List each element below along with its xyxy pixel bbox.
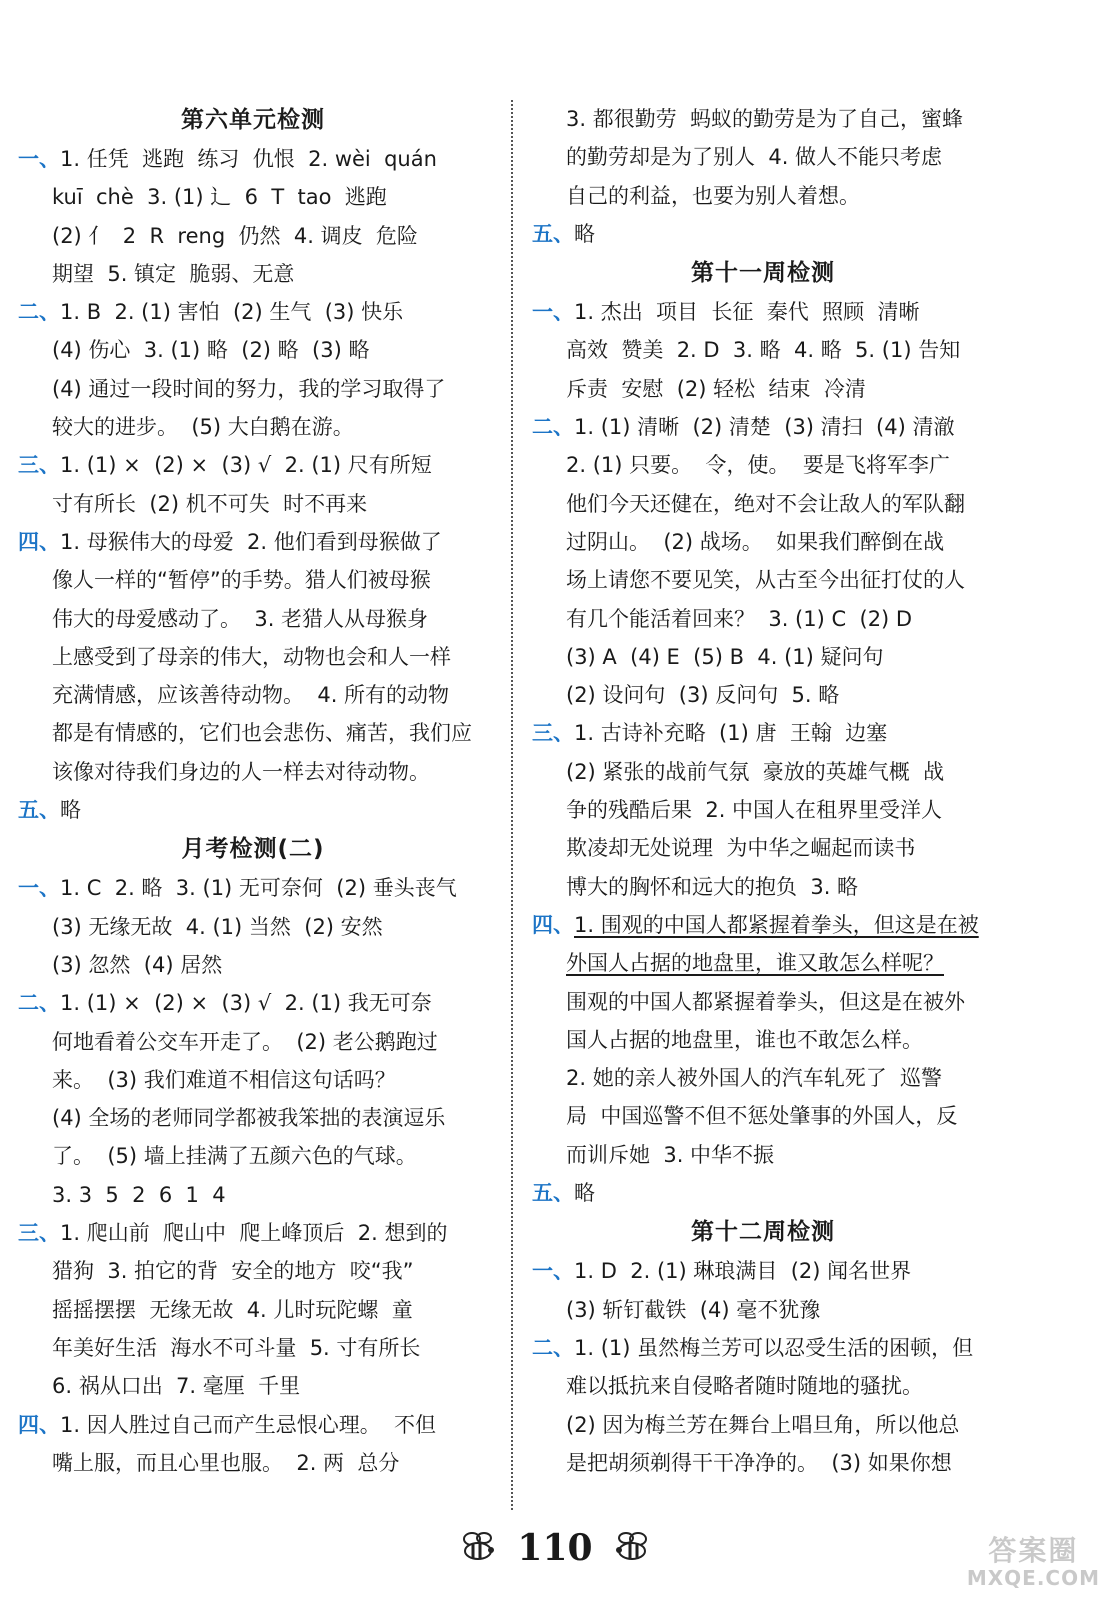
answer-text: 1. (1) × (2) × (3) √ 2. (1) 尺有所短 <box>60 453 432 478</box>
answer-line <box>18 638 488 676</box>
week11-answers <box>532 293 994 1212</box>
answer-text: 该像对待我们身边的人一样去对待动物。 <box>52 759 430 784</box>
answer-line <box>18 217 488 255</box>
answer-line <box>18 600 488 638</box>
answer-line <box>532 138 994 176</box>
answer-text: 局 中国巡警不但不惩处肇事的外国人，反 <box>566 1104 958 1129</box>
answer-text: 1. 母猴伟大的母爱 2. 他们看到母猴做了 <box>60 529 442 554</box>
answer-text: (4) 全场的老师同学都被我笨拙的表演逗乐 <box>52 1106 446 1131</box>
answer-text: 3. 3 5 2 6 1 4 <box>52 1182 226 1207</box>
answer-line <box>532 523 994 561</box>
answer-line <box>18 676 488 714</box>
answer-line <box>532 1406 994 1444</box>
answer-line <box>18 523 488 561</box>
answer-text: 较大的进步。 (5) 大白鹅在游。 <box>52 415 354 440</box>
answer-line <box>532 446 994 484</box>
answer-text: 过阴山。 (2) 战场。 如果我们醉倒在战 <box>566 529 945 554</box>
question-marker: 五、 <box>532 1181 574 1206</box>
answer-line <box>532 868 994 906</box>
answer-text: 了。 (5) 墙上挂满了五颜六色的气球。 <box>52 1144 417 1169</box>
answer-text: 摇摇摆摆 无缘无故 4. 儿时玩陀螺 童 <box>52 1297 413 1322</box>
section-title-week12: 第十二周检测 <box>691 1219 835 1246</box>
answer-text: 1. D 2. (1) 琳琅满目 (2) 闻名世界 <box>574 1259 912 1284</box>
answer-line <box>532 906 994 944</box>
answer-text: (2) 亻 2 R reng 仍然 4. 调皮 危险 <box>52 223 418 248</box>
answer-line <box>532 791 994 829</box>
answer-text: 自己的利益，也要为别人着想。 <box>566 183 860 208</box>
left-column <box>18 100 488 1482</box>
answer-text: 充满情感，应该善待动物。 4. 所有的动物 <box>52 683 450 708</box>
question-marker: 四、 <box>532 912 574 937</box>
answer-line <box>18 140 488 178</box>
answer-text: 2. (1) 只要。 令，使。 要是飞将军李广 <box>566 453 950 478</box>
week12-answers <box>532 1252 994 1482</box>
answer-text: 是把胡须剃得干干净净的。 (3) 如果你想 <box>566 1450 952 1475</box>
answer-line <box>18 1176 488 1214</box>
answer-line <box>532 944 994 982</box>
answer-line <box>532 177 994 215</box>
question-marker: 五、 <box>18 798 60 823</box>
question-marker: 二、 <box>18 991 60 1016</box>
answer-text: 伟大的母爱感动了。 3. 老猎人从母猴身 <box>52 606 429 631</box>
answer-text: 1. C 2. 略 3. (1) 无可奈何 (2) 垂头丧气 <box>60 876 457 901</box>
answer-text: 6. 祸从口出 7. 毫厘 千里 <box>52 1374 301 1399</box>
answer-text: 1. 杰出 项目 长征 秦代 照顾 清晰 <box>574 300 920 325</box>
answer-text: 博大的胸怀和远大的抱负 3. 略 <box>566 874 859 899</box>
answer-line <box>532 408 994 446</box>
question-marker: 二、 <box>532 415 574 440</box>
answer-text: 1. (1) × (2) × (3) √ 2. (1) 我无可奈 <box>60 991 432 1016</box>
answer-line <box>18 1444 488 1482</box>
answer-line <box>532 1329 994 1367</box>
answer-text: 来。 (3) 我们难道不相信这句话吗？ <box>52 1067 396 1092</box>
answer-text: 略 <box>574 1181 595 1206</box>
answer-text: 寸有所长 (2) 机不可失 时不再来 <box>52 491 368 516</box>
answer-text: 3. 都很勤劳 蚂蚁的勤劳是为了自己，蜜蜂 <box>566 107 964 131</box>
answer-line <box>532 370 994 408</box>
answer-text: 1. 古诗补充略 (1) 唐 王翰 边塞 <box>574 721 888 746</box>
answer-text: 2. 她的亲人被外国人的汽车轧死了 巡警 <box>566 1066 943 1091</box>
answer-line <box>532 100 994 138</box>
question-marker: 三、 <box>18 1221 60 1246</box>
answer-text: 欺凌却无处说理 为中华之崛起而读书 <box>566 836 916 861</box>
column-divider <box>511 100 513 1510</box>
answer-text: (4) 通过一段时间的努力，我的学习取得了 <box>52 376 446 401</box>
answer-line <box>18 714 488 752</box>
answer-line <box>18 1329 488 1367</box>
answer-text: (2) 紧张的战前气氛 豪放的英雄气概 战 <box>566 759 945 784</box>
answer-text: 何地看着公交车开走了。 (2) 老公鹅跑过 <box>52 1029 438 1054</box>
answer-text: 场上请您不要见笑，从古至今出征打仗的人 <box>566 568 965 593</box>
answer-line <box>532 714 994 752</box>
question-marker: 四、 <box>18 1412 60 1437</box>
monthly2-answers <box>18 869 488 1482</box>
answer-text: 围观的中国人都紧握着拳头，但这是在被外 <box>566 989 965 1014</box>
answer-line <box>532 1252 994 1290</box>
question-marker: 二、 <box>18 300 60 325</box>
answer-line <box>18 446 488 484</box>
answer-line <box>18 331 488 369</box>
answer-line <box>18 485 488 523</box>
answer-line <box>532 1174 994 1212</box>
section-title-monthly2: 月考检测(二) <box>181 836 325 863</box>
answer-text: 期望 5. 镇定 脆弱、无意 <box>52 261 295 286</box>
answer-text: 国人占据的地盘里，谁也不敢怎么样。 <box>566 1027 923 1052</box>
answer-text: 他们今天还健在，绝对不会让敌人的军队翻 <box>566 491 965 516</box>
answer-line <box>532 485 994 523</box>
answer-line <box>18 1406 488 1444</box>
unit6-answers <box>18 140 488 829</box>
answer-line <box>532 1291 994 1329</box>
answer-line <box>532 331 994 369</box>
answer-text: (3) 忽然 (4) 居然 <box>52 952 223 977</box>
underlined-answer-text: 1. 围观的中国人都紧握着拳头，但这是在被 <box>574 912 979 937</box>
answer-text: 1. 因人胜过自己而产生忌恨心理。 不但 <box>60 1412 437 1437</box>
bee-right-icon <box>612 1529 652 1567</box>
answer-text: 1. 爬山前 爬山中 爬上峰顶后 2. 想到的 <box>60 1221 448 1246</box>
answer-text: 有几个能活着回来？ 3. (1) C (2) D <box>566 606 913 631</box>
answer-text: 争的残酷后果 2. 中国人在租界里受洋人 <box>566 798 943 823</box>
answer-line <box>18 1214 488 1252</box>
answer-line <box>532 600 994 638</box>
answer-line <box>18 1023 488 1061</box>
answer-line <box>18 1367 488 1405</box>
question-marker: 三、 <box>18 453 60 478</box>
answer-text: 年美好生活 海水不可斗量 5. 寸有所长 <box>52 1335 421 1360</box>
answer-line <box>18 293 488 331</box>
section-title-unit6: 第六单元检测 <box>181 107 325 133</box>
answer-line <box>18 753 488 791</box>
watermark-text: 答案圈 <box>988 1534 1079 1567</box>
answer-line <box>18 791 488 829</box>
answer-text: (3) A (4) E (5) B 4. (1) 疑问句 <box>566 644 884 669</box>
answer-text: 1. B 2. (1) 害怕 (2) 生气 (3) 快乐 <box>60 300 404 325</box>
answer-text: 斥责 安慰 (2) 轻松 结束 冷清 <box>566 376 866 401</box>
answer-line <box>532 1021 994 1059</box>
right-column <box>532 100 994 1482</box>
answer-text: (3) 斩钉截铁 (4) 毫不犹豫 <box>566 1297 821 1322</box>
answer-text: 嘴上服，而且心里也服。 2. 两 总分 <box>52 1450 400 1475</box>
page-number: 110 <box>517 1527 593 1569</box>
question-marker: 二、 <box>532 1335 574 1360</box>
answer-text: (3) 无缘无故 4. (1) 当然 (2) 安然 <box>52 914 383 939</box>
watermark-url: MXQE.COM <box>966 1566 1100 1590</box>
answer-text: kuī chè 3. (1) 辶 6 T tao 逃跑 <box>52 185 387 210</box>
answer-line <box>532 561 994 599</box>
question-marker: 一、 <box>532 1259 574 1284</box>
answer-line <box>18 869 488 907</box>
answer-line <box>532 829 994 867</box>
answer-line <box>18 561 488 599</box>
continued-answers <box>532 100 994 253</box>
answer-text: 1. (1) 清晰 (2) 清楚 (3) 清扫 (4) 清澈 <box>574 415 955 440</box>
question-marker: 一、 <box>18 876 60 901</box>
answer-line <box>532 1367 994 1405</box>
answer-text: 猎狗 3. 拍它的背 安全的地方 咬“我” <box>52 1259 414 1284</box>
answer-text: (4) 伤心 3. (1) 略 (2) 略 (3) 略 <box>52 338 370 363</box>
answer-line <box>18 908 488 946</box>
question-marker: 四、 <box>18 529 60 554</box>
bee-left-icon <box>458 1529 498 1567</box>
answer-line <box>18 408 488 446</box>
question-marker: 一、 <box>532 300 574 325</box>
answer-text: 难以抵抗来自侵略者随时随地的骚扰。 <box>566 1374 923 1399</box>
answer-text: 略 <box>60 798 81 823</box>
answer-line <box>532 293 994 331</box>
answer-text: 的勤劳却是为了别人 4. 做人不能只考虑 <box>566 145 943 170</box>
answer-line <box>18 1137 488 1175</box>
answer-line <box>18 255 488 293</box>
answer-line <box>532 753 994 791</box>
answer-line <box>532 983 994 1021</box>
page-footer <box>0 1518 1110 1578</box>
question-marker: 五、 <box>532 221 574 246</box>
answer-text: (2) 设问句 (3) 反问句 5. 略 <box>566 683 840 708</box>
answer-text: 上感受到了母亲的伟大，动物也会和人一样 <box>52 644 451 669</box>
answer-text: 而训斥她 3. 中华不振 <box>566 1142 775 1167</box>
answer-line <box>532 676 994 714</box>
answer-line <box>18 1252 488 1290</box>
answer-text: 略 <box>574 221 595 246</box>
underlined-answer-text: 外国人占据的地盘里，谁又敢怎么样呢？ <box>566 951 944 976</box>
answer-text: 高效 赞美 2. D 3. 略 4. 略 5. (1) 告知 <box>566 338 961 363</box>
question-marker: 三、 <box>532 721 574 746</box>
answer-line <box>18 178 488 216</box>
answer-line <box>532 1444 994 1482</box>
answer-text: 1. (1) 虽然梅兰芳可以忍受生活的困顿，但 <box>574 1335 974 1360</box>
answer-line <box>18 946 488 984</box>
answer-line <box>532 638 994 676</box>
answer-line <box>532 1136 994 1174</box>
question-marker: 一、 <box>18 147 60 171</box>
answer-line <box>532 215 994 253</box>
answer-text: 1. 任凭 逃跑 练习 仇恨 2. wèi quán <box>60 147 437 171</box>
answer-text: 像人一样的“暂停”的手势。猎人们被母猴 <box>52 568 431 593</box>
answer-text: 都是有情感的，它们也会悲伤、痛苦，我们应 <box>52 721 472 746</box>
answer-line <box>18 370 488 408</box>
answer-line <box>18 1061 488 1099</box>
answer-line <box>18 984 488 1022</box>
answer-text: (2) 因为梅兰芳在舞台上唱旦角，所以他总 <box>566 1412 960 1437</box>
section-title-week11: 第十一周检测 <box>691 260 835 287</box>
answer-line <box>18 1099 488 1137</box>
answer-line <box>18 1291 488 1329</box>
answer-line <box>532 1059 994 1097</box>
answer-line <box>532 1097 994 1135</box>
watermark-logo <box>967 1535 1100 1589</box>
